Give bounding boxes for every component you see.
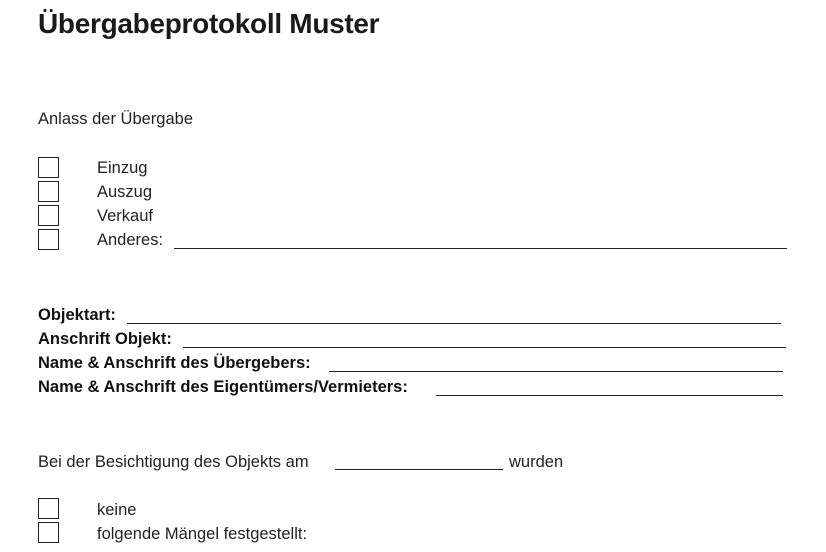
checkbox-einzug[interactable] [38, 157, 59, 178]
field-label-objektart: Objektart: [38, 306, 116, 324]
document-title: Übergabeprotokoll Muster [38, 8, 380, 39]
section-heading-occasion: Anlass der Übergabe [38, 110, 194, 128]
checkbox-label-verkauf: Verkauf [97, 207, 153, 225]
checkbox-auszug[interactable] [38, 181, 59, 202]
uebergeber-input-line[interactable] [329, 371, 783, 372]
inspection-prefix: Bei der Besichtigung des Objekts am [38, 453, 309, 471]
checkbox-anderes[interactable] [38, 229, 59, 250]
field-label-uebergeber: Name & Anschrift des Übergebers: [38, 354, 311, 372]
checkbox-keine[interactable] [38, 498, 59, 519]
field-label-eigentuemer: Name & Anschrift des Eigentümers/Vermieters: [38, 378, 408, 396]
objektart-input-line[interactable] [127, 323, 781, 324]
anderes-input-line[interactable] [174, 248, 787, 249]
checkbox-label-keine: keine [97, 501, 137, 519]
checkbox-label-maengel: folgende Mängel festgestellt: [97, 525, 308, 543]
eigentuemer-input-line[interactable] [436, 395, 783, 396]
checkbox-label-anderes: Anderes: [97, 231, 164, 249]
checkbox-label-auszug: Auszug [97, 183, 153, 201]
inspection-suffix: wurden [509, 453, 564, 471]
checkbox-verkauf[interactable] [38, 205, 59, 226]
checkbox-label-einzug: Einzug [97, 159, 148, 177]
anschrift-objekt-input-line[interactable] [183, 347, 786, 348]
field-label-anschrift-objekt: Anschrift Objekt: [38, 330, 172, 348]
checkbox-maengel[interactable] [38, 522, 59, 543]
inspection-date-input-line[interactable] [335, 469, 503, 470]
